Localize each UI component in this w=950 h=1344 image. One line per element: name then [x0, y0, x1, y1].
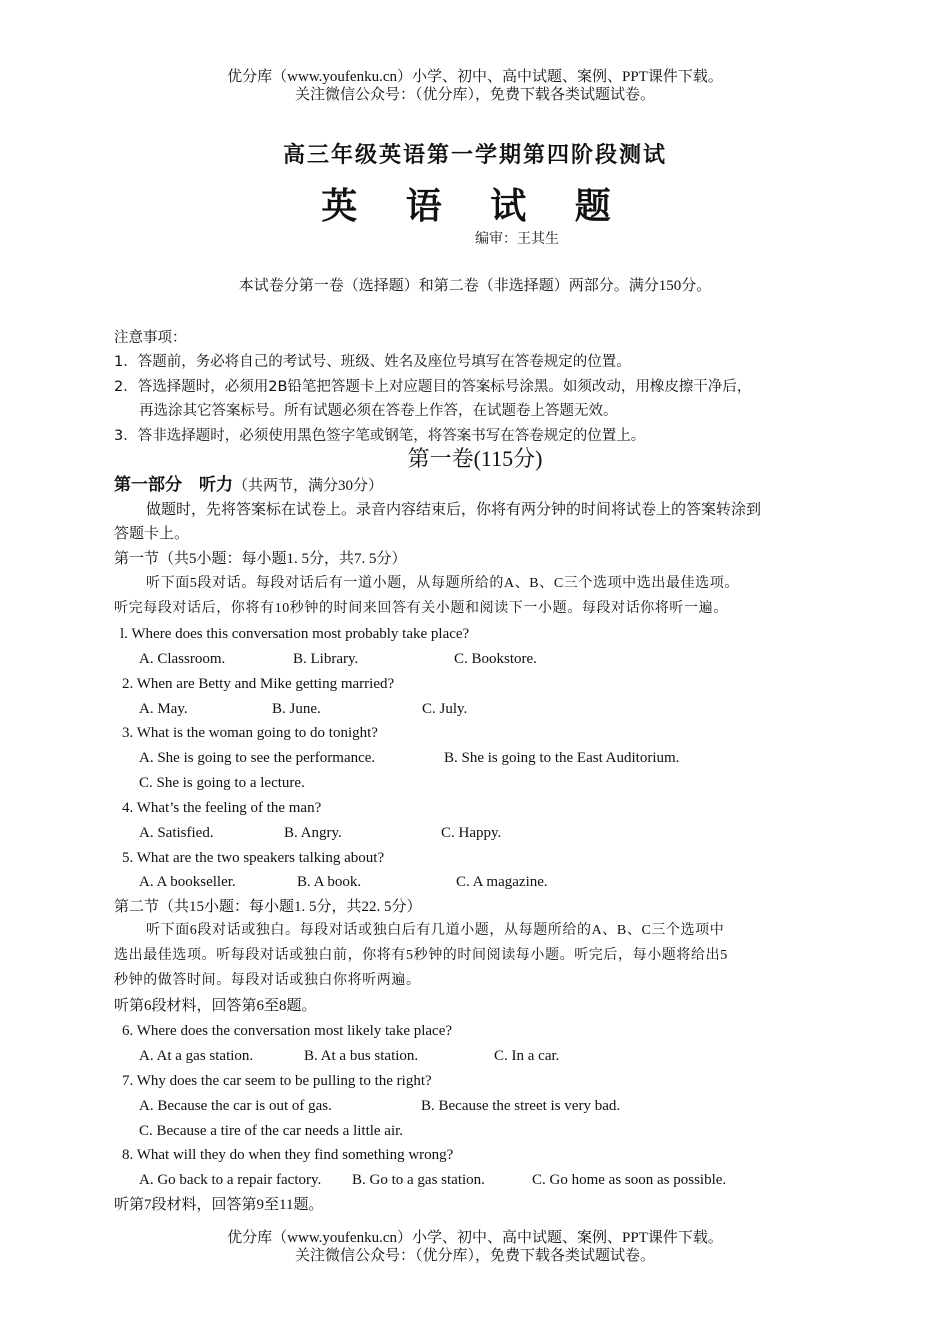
option-c[interactable]: C. She is going to a lecture.	[139, 775, 305, 791]
section-one-instruction-cont: 听完每段对话后，你将有10秒钟的时间来回答有关小题和阅读下一小题。每段对话你将听一遍。	[114, 601, 728, 616]
option-a[interactable]: A. She is going to see the performance.	[139, 750, 376, 766]
part-one-instruction: 做题时，先将答案标在试卷上。录音内容结束后，你将有两分钟的时间将试卷上的答案转涂到	[146, 502, 762, 518]
question-1: l. Where does this conversation most probably take place?	[120, 626, 470, 642]
question-8: 8. What will they do when they find something wrong?	[122, 1147, 454, 1163]
section-two-heading: 第二节（共15小题：每小题1. 5分，共22. 5分）	[114, 899, 422, 915]
part-one-title: 第一部分 听力	[114, 475, 233, 495]
section-two-instruction: 听下面6段对话或独白。每段对话或独白后有几道小题，从每题所给的A、B、C三个选项中	[146, 923, 725, 938]
question-3: 3. What is the woman going to do tonight?	[122, 725, 378, 741]
option-a[interactable]: A. Because the car is out of gas.	[139, 1098, 332, 1114]
exam-subtitle: 高三年级英语第一学期第四阶段测试	[282, 142, 667, 168]
option-a[interactable]: A. A bookseller.	[139, 874, 236, 890]
option-c[interactable]: C. Because a tire of the car needs a little air.	[139, 1123, 404, 1139]
option-b[interactable]: B. Angry.	[284, 825, 342, 841]
option-b[interactable]: B. Go to a gas station.	[352, 1172, 485, 1188]
exam-intro: 本试卷分第一卷（选择题）和第二卷（非选择题）两部分。满分150分。	[238, 278, 712, 294]
option-c[interactable]: C. Go home as soon as possible.	[532, 1172, 727, 1188]
section-one-instruction: 听下面5段对话。每段对话后有一道小题，从每题所给的A、B、C三个选项中选出最佳选项。	[146, 576, 739, 591]
option-c[interactable]: C. Happy.	[441, 825, 502, 841]
question-6: 6. Where does the conversation most likely take place?	[122, 1023, 453, 1039]
footer-line-1: 优分库（www.youfenku.cn）小学、初中、高中试题、案例、PPT课件下载。	[227, 1230, 723, 1246]
header-line-2: 关注微信公众号：（优分库），免费下载各类试题试卷。	[294, 87, 655, 103]
compiler-credit: 编审：王其生	[475, 231, 559, 247]
option-b[interactable]: B. Because the street is very bad.	[421, 1098, 621, 1114]
option-b[interactable]: B. June.	[272, 701, 321, 717]
option-a[interactable]: A. Classroom.	[139, 651, 226, 667]
option-c[interactable]: C. In a car.	[494, 1048, 560, 1064]
option-c[interactable]: C. Bookstore.	[454, 651, 537, 667]
question-7: 7. Why does the car seem to be pulling to the right?	[122, 1073, 432, 1089]
volume-one-heading: 第一卷(115分)	[407, 446, 543, 471]
note-item-2-cont: 再选涂其它答案标号。所有试题必须在答卷上作答，在试题卷上答题无效。	[139, 403, 618, 419]
note-item-2: 2．答选择题时，必须用2B铅笔把答题卡上对应题目的答案标号涂黑。如须改动，用橡皮擦干净后，	[114, 379, 752, 395]
part-one-score: （共两节，满分30分）	[233, 478, 384, 494]
material-6-label: 听第6段材料，回答第6至8题。	[114, 998, 317, 1014]
option-c[interactable]: C. A magazine.	[456, 874, 548, 890]
note-item-1: 1．答题前，务必将自己的考试号、班级、姓名及座位号填写在答卷规定的位置。	[114, 354, 631, 370]
option-b[interactable]: B. She is going to the East Auditorium.	[444, 750, 680, 766]
footer-line-2: 关注微信公众号：（优分库），免费下载各类试题试卷。	[294, 1248, 655, 1264]
question-2: 2. When are Betty and Mike getting married?	[122, 676, 395, 692]
section-two-instruction-cont-2: 秒钟的做答时间。每段对话或独白你将听两遍。	[114, 973, 421, 988]
option-b[interactable]: B. A book.	[297, 874, 362, 890]
option-c[interactable]: C. July.	[422, 701, 468, 717]
option-a[interactable]: A. Go back to a repair factory.	[139, 1172, 322, 1188]
option-a[interactable]: A. Satisfied.	[139, 825, 214, 841]
exam-title: 英 语 试 题	[321, 185, 629, 227]
part-one-instruction-cont: 答题卡上。	[114, 526, 190, 542]
option-a[interactable]: A. May.	[139, 701, 188, 717]
section-one-heading: 第一节（共5小题：每小题1. 5分，共7. 5分）	[114, 551, 407, 567]
part-one-heading	[114, 475, 383, 496]
option-a[interactable]: A. At a gas station.	[139, 1048, 254, 1064]
question-5: 5. What are the two speakers talking about?	[122, 850, 385, 866]
section-two-instruction-cont: 选出最佳选项。听每段对话或独白前，你将有5秒钟的时间阅读每小题。听完后，每小题将给出5	[114, 948, 728, 963]
header-line-1: 优分库（www.youfenku.cn）小学、初中、高中试题、案例、PPT课件下载。	[227, 69, 723, 85]
material-7-label: 听第7段材料，回答第9至11题。	[114, 1197, 324, 1213]
note-item-3: 3．答非选择题时，必须使用黑色签字笔或钢笔，将答案书写在答卷规定的位置上。	[114, 428, 646, 444]
question-4: 4. What’s the feeling of the man?	[122, 800, 322, 816]
option-b[interactable]: B. Library.	[293, 651, 359, 667]
notes-heading: 注意事项：	[114, 330, 187, 346]
option-b[interactable]: B. At a bus station.	[304, 1048, 419, 1064]
